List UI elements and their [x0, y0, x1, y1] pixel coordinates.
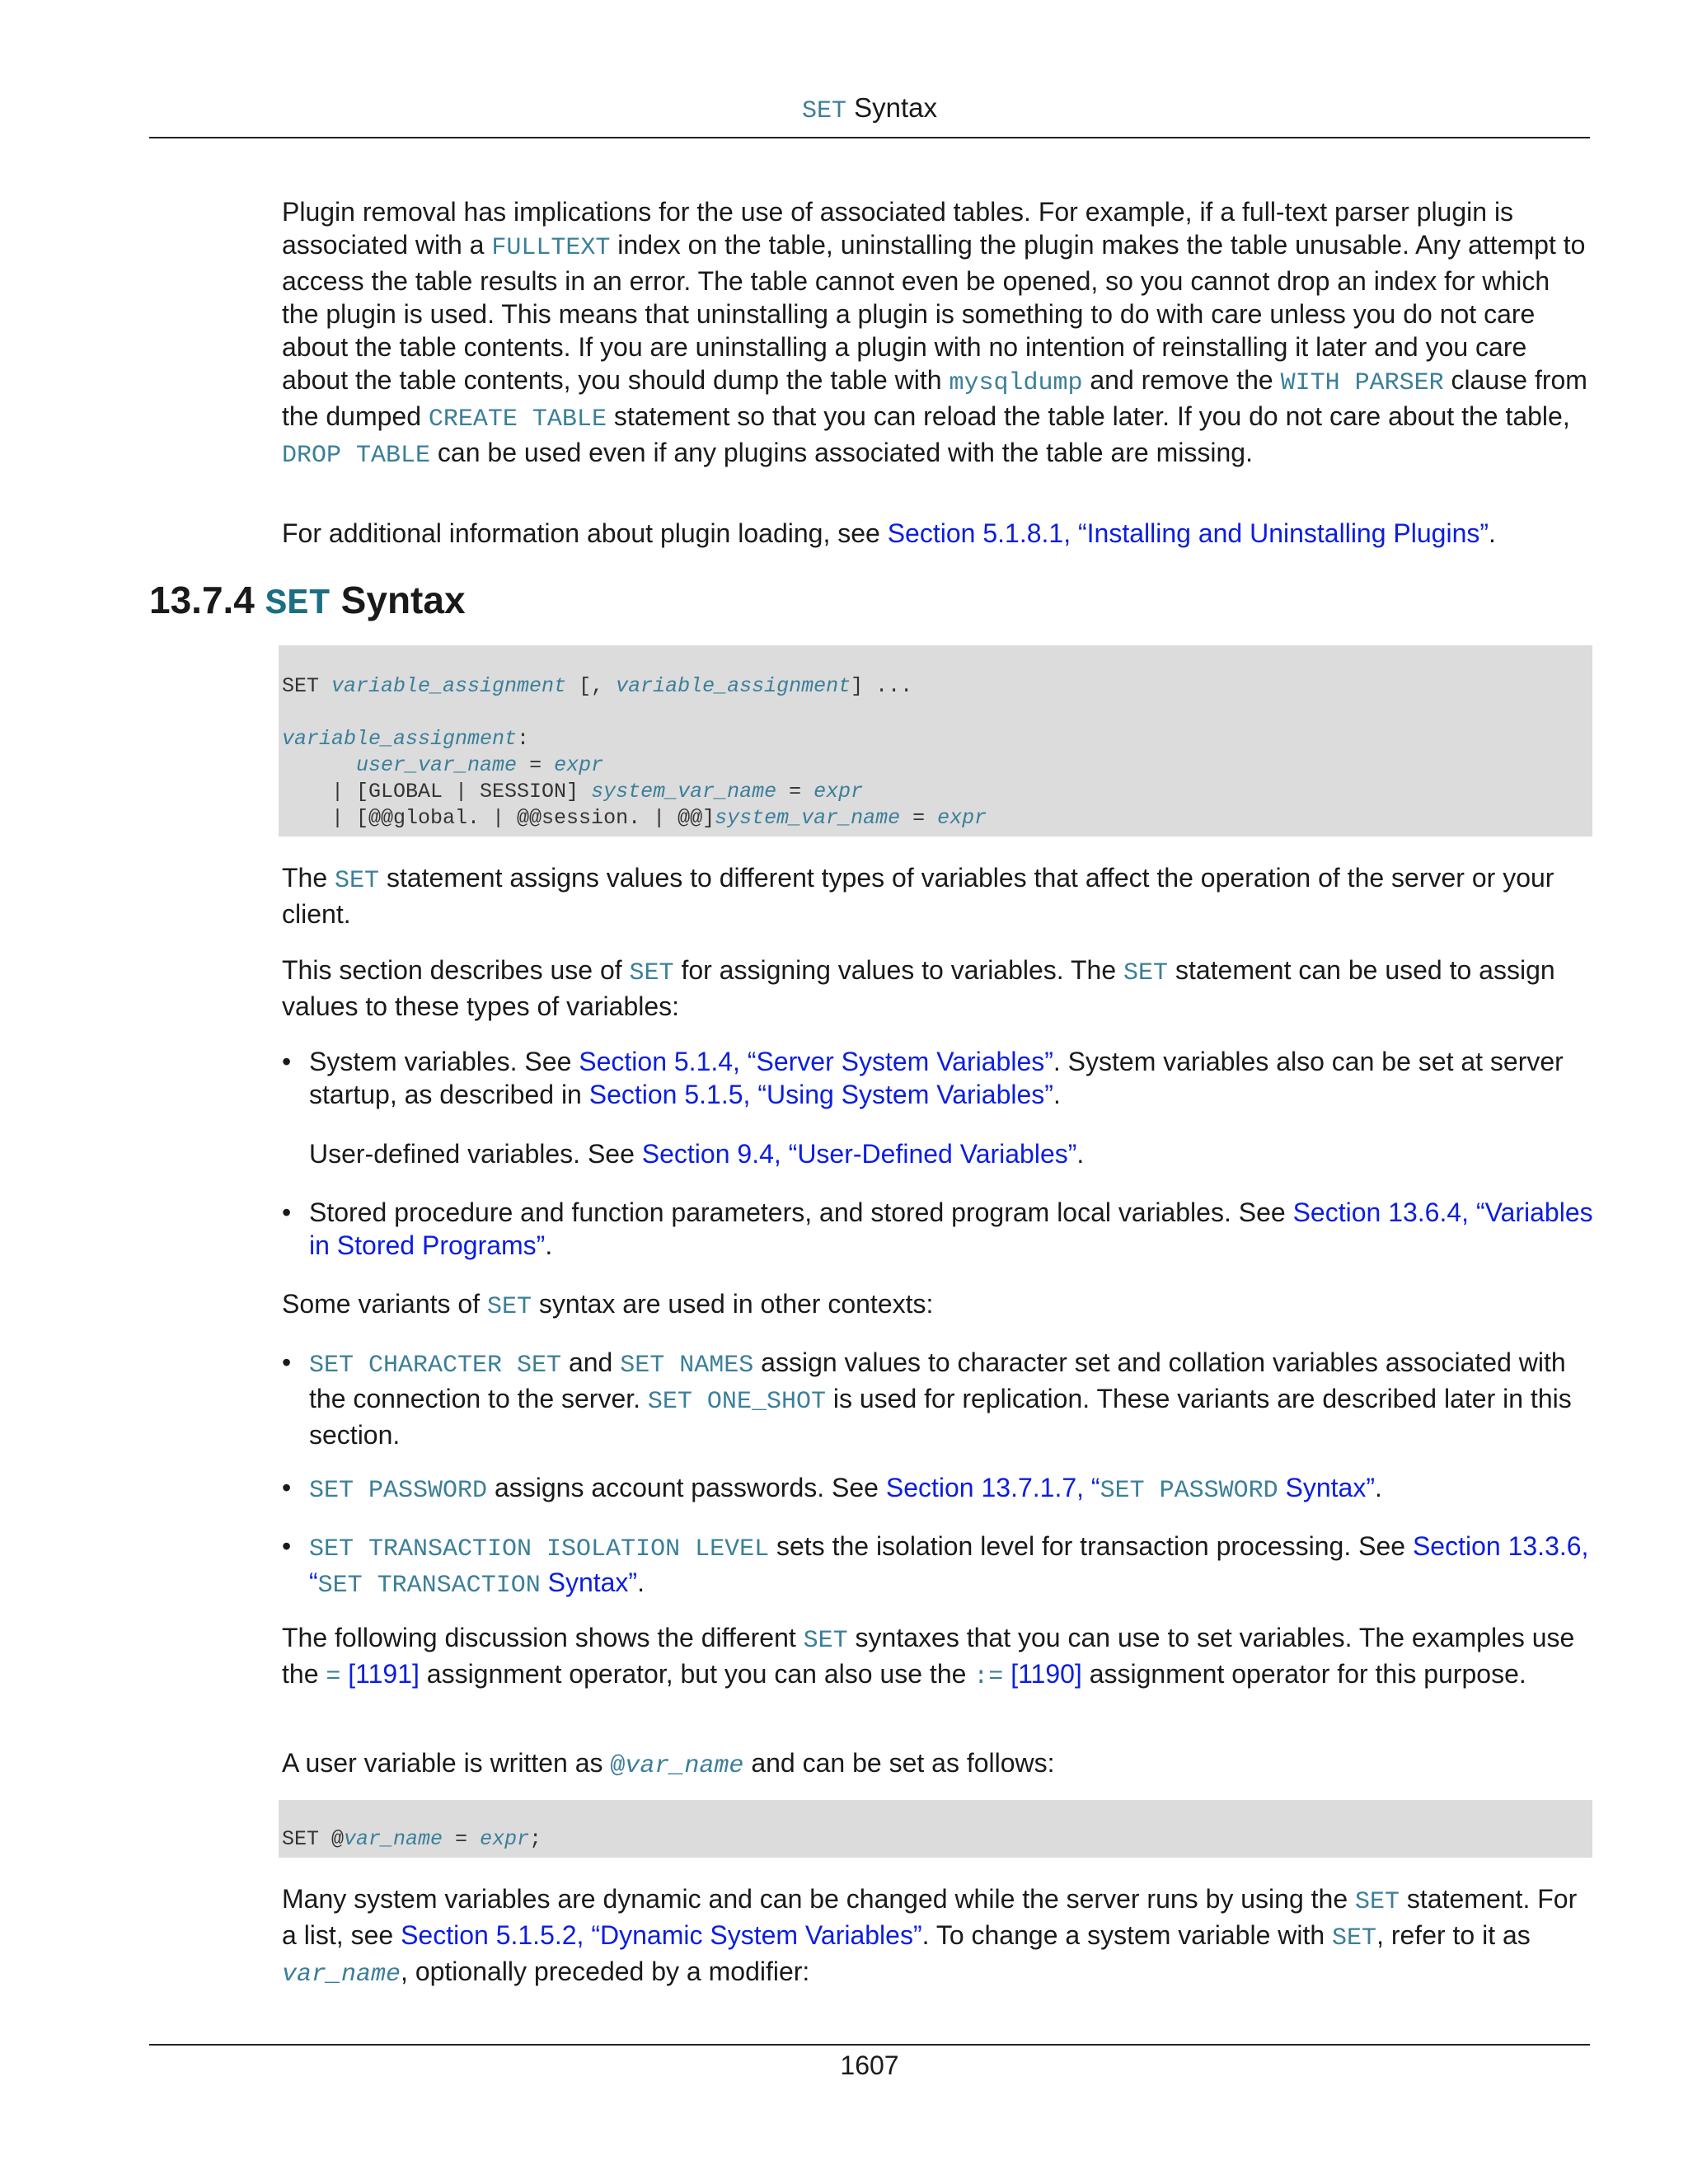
- syntax-code-block: SET variable_assignment [, variable_assignment] ... variable_assignment: user_var_name = expr | [GLOBAL | SESSION] system_var_name = expr | [@@global. | @@session. | @@]system_var_name = expr: [279, 645, 1592, 837]
- code-create-table: CREATE TABLE: [428, 405, 607, 434]
- list-item-set-transaction: SET TRANSACTION ISOLATION LEVEL sets the isolation level for transaction processing. See Section 13.3.6, “SET TRANSACTION Syntax”.: [309, 1531, 1589, 1600]
- link-operator-1191[interactable]: [1191]: [340, 1659, 420, 1689]
- paragraph-plugin-removal: Plugin removal has implications for the use of associated tables. For example, if a full-text parser plugin is associated with a FULLTEXT index on the table, uninstalling the plugin makes the table unusable. Any attempt to access the table results in an error. The table cannot even be opened, so you cannot drop an index for which the plugin is used. This means that uninstalling a plugin is something to do with care unless you do not care about the table contents. If you are uninstalling a plugin with no intention of reinstalling it later and you care about the table contents, you should dump the table with mysqldump and remove the WITH PARSER clause from the dumped CREATE TABLE statement so that you can reload the table later. If you do not care about the table, DROP TABLE can be used even if any plugins associated with the table are missing.: [282, 197, 1587, 470]
- paragraph-plugin-loading: For additional information about plugin loading, see Section 5.1.8.1, “Installing and Uninstalling Plugins”.: [282, 518, 1496, 548]
- bullet-marker: •: [282, 1347, 292, 1377]
- running-header: [149, 92, 1590, 125]
- list-item-character-set: SET CHARACTER SET and SET NAMES assign values to character set and collation variables associated with the connection to the server. SET ONE_SHOT is used for replication. These variants are described later in this section.: [309, 1347, 1572, 1450]
- link-operator-1190[interactable]: [1190]: [1003, 1659, 1082, 1689]
- paragraph-set-statement: The SET statement assigns values to different types of variables that affect the operation of the server or your client.: [282, 863, 1554, 929]
- link-using-system-variables[interactable]: Section 5.1.5, “Using System Variables”: [588, 1080, 1053, 1109]
- bullet-marker: •: [282, 1047, 292, 1076]
- footer-rule: [149, 2044, 1590, 2046]
- link-set-password-syntax[interactable]: Section 13.7.1.7, “SET PASSWORD Syntax”: [885, 1473, 1375, 1505]
- page-number: 1607: [840, 2050, 899, 2080]
- bullet-marker: •: [282, 1473, 292, 1502]
- paragraph-system-variables-dynamic: Many system variables are dynamic and can be changed while the server runs by using the SET statement. For a list, see Section 5.1.5.2, “Dynamic System Variables”. To change a system variable with SET, refer to it as var_name, optionally preceded by a modifier:: [282, 1884, 1578, 1989]
- code-fulltext: FULLTEXT: [491, 234, 611, 262]
- header-code: SET: [801, 97, 846, 125]
- header-title: Syntax: [846, 92, 938, 123]
- link-user-defined-variables[interactable]: Section 9.4, “User-Defined Variables”: [641, 1139, 1077, 1169]
- user-variable-code-block: SET @var_name = expr;: [279, 1800, 1592, 1858]
- link-server-system-variables[interactable]: Section 5.1.4, “Server System Variables”: [579, 1047, 1053, 1076]
- paragraph-some-variants: Some variants of SET syntax are used in other contexts:: [282, 1289, 934, 1321]
- list-item-system-variables: System variables. See Section 5.1.4, “Server System Variables”. System variables also can be set at server startup, as described in Section 5.1.5, “Using System Variables”.: [309, 1047, 1564, 1109]
- code-mysqldump: mysqldump: [949, 369, 1083, 397]
- paragraph-discussion: The following discussion shows the different SET syntaxes that you can use to set variables. The examples use the = [1191] assignment operator, but you can also use the := [1190] assignment operator for this purpose.: [282, 1623, 1575, 1691]
- link-dynamic-system-variables[interactable]: Section 5.1.5.2, “Dynamic System Variables”: [401, 1920, 922, 1950]
- bullet-marker: •: [282, 1531, 292, 1561]
- list-item-set-password: SET PASSWORD assigns account passwords. See Section 13.7.1.7, “SET PASSWORD Syntax”.: [309, 1473, 1382, 1505]
- bullet-marker: •: [282, 1197, 292, 1227]
- list-item-stored-procedure: Stored procedure and function parameters, and stored program local variables. See Section 13.6.4, “Variables in Stored Programs”.: [309, 1197, 1593, 1260]
- paragraph-section-describes: This section describes use of SET for assigning values to variables. The SET statement can be used to assign values to these types of variables:: [282, 955, 1555, 1021]
- section-keyword: SET: [265, 583, 331, 625]
- link-variables-stored-programs[interactable]: Section 13.6.4, “Variables in Stored Programs”: [309, 1197, 1593, 1260]
- link-set-transaction-syntax[interactable]: Section 13.3.6, “SET TRANSACTION Syntax”: [309, 1531, 1589, 1600]
- section-heading: 13.7.4 SET Syntax: [149, 579, 466, 625]
- header-rule: [149, 137, 1590, 138]
- paragraph-user-variable: A user variable is written as @var_name and can be set as follows:: [282, 1748, 1055, 1780]
- link-installing-plugins[interactable]: Section 5.1.8.1, “Installing and Uninstalling Plugins”: [887, 518, 1489, 548]
- list-item-user-defined-variables: User-defined variables. See Section 9.4, “User-Defined Variables”.: [309, 1139, 1085, 1169]
- code-with-parser: WITH PARSER: [1280, 369, 1444, 397]
- code-drop-table: DROP TABLE: [282, 442, 431, 470]
